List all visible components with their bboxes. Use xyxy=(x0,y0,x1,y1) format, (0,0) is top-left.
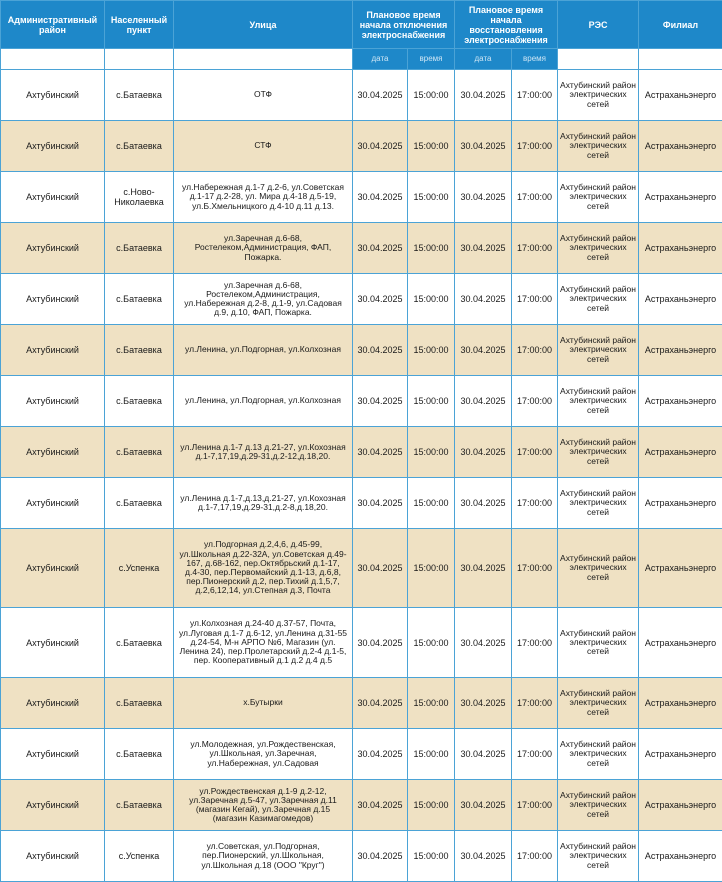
cell-off-date: 30.04.2025 xyxy=(353,478,408,529)
cell-off-time: 15:00:00 xyxy=(408,121,455,172)
table-row xyxy=(1,529,722,608)
cell-branch: Астраханьэнерго xyxy=(639,70,722,121)
cell-res: Ахтубинский район электрических сетей xyxy=(558,172,639,223)
cell-branch: Астраханьэнерго xyxy=(639,121,722,172)
table-row xyxy=(1,172,722,223)
cell-street: ул.Заречная д.6-68, Ростелеком,Администрация, ФАП, Пожарка. xyxy=(174,223,353,274)
cell-on-time: 17:00:00 xyxy=(512,274,558,325)
cell-settlement: с.Батаевка xyxy=(105,478,174,529)
cell-on-time: 17:00:00 xyxy=(512,427,558,478)
cell-district: Ахтубинский xyxy=(1,223,105,274)
cell-on-date: 30.04.2025 xyxy=(455,121,512,172)
cell-branch: Астраханьэнерго xyxy=(639,274,722,325)
table-body xyxy=(1,70,722,882)
cell-off-date: 30.04.2025 xyxy=(353,376,408,427)
cell-settlement: с.Батаевка xyxy=(105,729,174,780)
cell-settlement: с.Батаевка xyxy=(105,274,174,325)
column-header-res: РЭС xyxy=(558,1,639,49)
subheader-on-time: время xyxy=(512,49,558,70)
subheader-off-date: дата xyxy=(353,49,408,70)
cell-off-date: 30.04.2025 xyxy=(353,529,408,608)
cell-off-time: 15:00:00 xyxy=(408,831,455,882)
table-row xyxy=(1,831,722,882)
cell-res: Ахтубинский район электрических сетей xyxy=(558,478,639,529)
cell-street: ул.Ленина д.1-7,д.13,д.21-27, ул.Кохозная д.1-7,17,19,д.29-31,д.2-8,д.18,20. xyxy=(174,478,353,529)
cell-on-time: 17:00:00 xyxy=(512,376,558,427)
cell-on-date: 30.04.2025 xyxy=(455,325,512,376)
cell-on-date: 30.04.2025 xyxy=(455,780,512,831)
cell-settlement: с.Батаевка xyxy=(105,427,174,478)
cell-street: ул.Ленина д.1-7 д.13 д.21-27, ул.Кохозная д.1-7,17,19,д.29-31,д.2-12,д.18,20. xyxy=(174,427,353,478)
table-row xyxy=(1,223,722,274)
table-row xyxy=(1,678,722,729)
cell-district: Ахтубинский xyxy=(1,427,105,478)
cell-off-time: 15:00:00 xyxy=(408,478,455,529)
column-header-branch: Филиал xyxy=(639,1,722,49)
cell-off-date: 30.04.2025 xyxy=(353,121,408,172)
cell-on-time: 17:00:00 xyxy=(512,608,558,678)
cell-district: Ахтубинский xyxy=(1,172,105,223)
table-row xyxy=(1,70,722,121)
cell-district: Ахтубинский xyxy=(1,274,105,325)
cell-res: Ахтубинский район электрических сетей xyxy=(558,70,639,121)
column-header-street: Улица xyxy=(174,1,353,49)
subheader-blank xyxy=(639,49,722,70)
cell-settlement: с.Успенка xyxy=(105,529,174,608)
column-header-settlement: Населенный пункт xyxy=(105,1,174,49)
cell-res: Ахтубинский район электрических сетей xyxy=(558,121,639,172)
cell-off-date: 30.04.2025 xyxy=(353,608,408,678)
cell-on-time: 17:00:00 xyxy=(512,325,558,376)
cell-on-time: 17:00:00 xyxy=(512,70,558,121)
cell-settlement: с.Батаевка xyxy=(105,608,174,678)
table-row xyxy=(1,427,722,478)
cell-branch: Астраханьэнерго xyxy=(639,529,722,608)
cell-on-date: 30.04.2025 xyxy=(455,529,512,608)
cell-branch: Астраханьэнерго xyxy=(639,172,722,223)
cell-off-date: 30.04.2025 xyxy=(353,172,408,223)
table-row xyxy=(1,376,722,427)
cell-settlement: с.Батаевка xyxy=(105,376,174,427)
cell-res: Ахтубинский район электрических сетей xyxy=(558,274,639,325)
cell-on-time: 17:00:00 xyxy=(512,223,558,274)
cell-on-time: 17:00:00 xyxy=(512,478,558,529)
cell-branch: Астраханьэнерго xyxy=(639,478,722,529)
cell-branch: Астраханьэнерго xyxy=(639,608,722,678)
cell-on-time: 17:00:00 xyxy=(512,121,558,172)
cell-on-date: 30.04.2025 xyxy=(455,376,512,427)
cell-off-time: 15:00:00 xyxy=(408,70,455,121)
subheader-off-time: время xyxy=(408,49,455,70)
cell-settlement: с.Батаевка xyxy=(105,780,174,831)
cell-off-time: 15:00:00 xyxy=(408,376,455,427)
cell-res: Ахтубинский район электрических сетей xyxy=(558,608,639,678)
cell-on-time: 17:00:00 xyxy=(512,678,558,729)
table-row xyxy=(1,478,722,529)
table-row xyxy=(1,780,722,831)
cell-branch: Астраханьэнерго xyxy=(639,831,722,882)
cell-street: ул.Колхозная д.24-40 д.37-57, Почта, ул.Луговая д.1-7 д.6-12, ул.Ленина д.31-55 д.24-54, М-н АРПО №6, Магазин (ул. Ленина 24), пер.Пролетарский д.2-4 д.1-5, пер. Кооперативный д.1 д.2 д.4 д.5 xyxy=(174,608,353,678)
cell-on-date: 30.04.2025 xyxy=(455,608,512,678)
cell-res: Ахтубинский район электрических сетей xyxy=(558,325,639,376)
table-row xyxy=(1,608,722,678)
subheader-blank xyxy=(1,49,105,70)
cell-on-time: 17:00:00 xyxy=(512,831,558,882)
cell-off-time: 15:00:00 xyxy=(408,678,455,729)
cell-street: ул.Ленина, ул.Подгорная, ул.Колхозная xyxy=(174,325,353,376)
cell-on-date: 30.04.2025 xyxy=(455,274,512,325)
cell-res: Ахтубинский район электрических сетей xyxy=(558,729,639,780)
cell-on-date: 30.04.2025 xyxy=(455,427,512,478)
cell-street: ул.Рождественская д.1-9 д.2-12, ул.Заречная д.5-47, ул.Заречная д.11 (магазин Кегай), ул.Заречная д.15 (магазин Казимагомедов) xyxy=(174,780,353,831)
cell-res: Ахтубинский район электрических сетей xyxy=(558,223,639,274)
cell-on-date: 30.04.2025 xyxy=(455,831,512,882)
cell-off-date: 30.04.2025 xyxy=(353,223,408,274)
cell-off-date: 30.04.2025 xyxy=(353,274,408,325)
table-row xyxy=(1,325,722,376)
cell-res: Ахтубинский район электрических сетей xyxy=(558,678,639,729)
cell-district: Ахтубинский xyxy=(1,831,105,882)
cell-branch: Астраханьэнерго xyxy=(639,427,722,478)
cell-settlement: с.Батаевка xyxy=(105,121,174,172)
cell-district: Ахтубинский xyxy=(1,729,105,780)
cell-off-time: 15:00:00 xyxy=(408,274,455,325)
cell-off-time: 15:00:00 xyxy=(408,529,455,608)
cell-settlement: с.Батаевка xyxy=(105,325,174,376)
cell-street: ул.Набережная д.1-7 д.2-6, ул.Советская д.1-17 д.2-28, ул. Мира д.4-18 д.5-19, ул.Б.Хмельницкого д.4-10 д.11 д.13. xyxy=(174,172,353,223)
cell-on-date: 30.04.2025 xyxy=(455,223,512,274)
cell-district: Ахтубинский xyxy=(1,608,105,678)
cell-street: СТФ xyxy=(174,121,353,172)
cell-district: Ахтубинский xyxy=(1,376,105,427)
cell-off-date: 30.04.2025 xyxy=(353,678,408,729)
cell-branch: Астраханьэнерго xyxy=(639,780,722,831)
cell-on-date: 30.04.2025 xyxy=(455,678,512,729)
cell-street: ул.Молодежная, ул.Рождественская, ул.Школьная, ул.Заречная, ул.Набережная, ул.Садовая xyxy=(174,729,353,780)
cell-res: Ахтубинский район электрических сетей xyxy=(558,427,639,478)
cell-settlement: с.Батаевка xyxy=(105,678,174,729)
table-header xyxy=(1,1,722,70)
cell-branch: Астраханьэнерго xyxy=(639,325,722,376)
cell-off-date: 30.04.2025 xyxy=(353,427,408,478)
cell-street: х.Бутырки xyxy=(174,678,353,729)
subheader-on-date: дата xyxy=(455,49,512,70)
subheader-blank xyxy=(174,49,353,70)
cell-settlement: с.Успенка xyxy=(105,831,174,882)
cell-district: Ахтубинский xyxy=(1,780,105,831)
cell-street: ул.Заречная д.6-68, Ростелеком,Администрация, ул.Набережная д.2-8, д.1-9, ул.Садовая д.9, д.10, ФАП, Пожарка. xyxy=(174,274,353,325)
cell-branch: Астраханьэнерго xyxy=(639,678,722,729)
cell-off-time: 15:00:00 xyxy=(408,223,455,274)
cell-off-time: 15:00:00 xyxy=(408,729,455,780)
cell-off-date: 30.04.2025 xyxy=(353,780,408,831)
cell-settlement: с.Ново-Николаевка xyxy=(105,172,174,223)
subheader-blank xyxy=(105,49,174,70)
cell-street: ул.Подгорная д.2,4,6, д.45-99, ул.Школьная д.22-32А, ул.Советская д.49-167, д.68-162, пер.Октябрьский д.1-17, д.4-30, пер.Первомайский д.1-13, д.6,8, пер.Пионерский д.2, пер.Тихий д.1,5,7, д.2,6,12,14, ул.Степная д.3, Почта xyxy=(174,529,353,608)
cell-on-time: 17:00:00 xyxy=(512,529,558,608)
table-row xyxy=(1,729,722,780)
cell-street: ул.Советская, ул.Подгорная, пер.Пионерский, ул.Школьная, ул.Школьная д.18 (ООО "Круг") xyxy=(174,831,353,882)
cell-district: Ахтубинский xyxy=(1,678,105,729)
cell-district: Ахтубинский xyxy=(1,478,105,529)
cell-on-date: 30.04.2025 xyxy=(455,478,512,529)
cell-district: Ахтубинский xyxy=(1,325,105,376)
cell-settlement: с.Батаевка xyxy=(105,223,174,274)
cell-district: Ахтубинский xyxy=(1,70,105,121)
column-header-district: Административный район xyxy=(1,1,105,49)
table-row xyxy=(1,121,722,172)
cell-off-time: 15:00:00 xyxy=(408,325,455,376)
subheader-blank xyxy=(558,49,639,70)
cell-off-date: 30.04.2025 xyxy=(353,729,408,780)
cell-street: ул.Ленина, ул.Подгорная, ул.Колхозная xyxy=(174,376,353,427)
cell-res: Ахтубинский район электрических сетей xyxy=(558,831,639,882)
cell-off-time: 15:00:00 xyxy=(408,608,455,678)
column-header-planned-off: Плановое время начала отключения электроснабжения xyxy=(353,1,455,49)
cell-district: Ахтубинский xyxy=(1,121,105,172)
cell-settlement: с.Батаевка xyxy=(105,70,174,121)
cell-res: Ахтубинский район электрических сетей xyxy=(558,529,639,608)
cell-off-time: 15:00:00 xyxy=(408,427,455,478)
cell-on-time: 17:00:00 xyxy=(512,172,558,223)
cell-off-time: 15:00:00 xyxy=(408,780,455,831)
cell-on-time: 17:00:00 xyxy=(512,780,558,831)
cell-off-date: 30.04.2025 xyxy=(353,70,408,121)
cell-on-date: 30.04.2025 xyxy=(455,172,512,223)
cell-off-time: 15:00:00 xyxy=(408,172,455,223)
cell-res: Ахтубинский район электрических сетей xyxy=(558,376,639,427)
column-header-planned-on: Плановое время начала восстановления электроснабжения xyxy=(455,1,558,49)
cell-off-date: 30.04.2025 xyxy=(353,831,408,882)
table-row xyxy=(1,274,722,325)
cell-branch: Астраханьэнерго xyxy=(639,223,722,274)
cell-off-date: 30.04.2025 xyxy=(353,325,408,376)
cell-district: Ахтубинский xyxy=(1,529,105,608)
cell-on-date: 30.04.2025 xyxy=(455,729,512,780)
cell-on-date: 30.04.2025 xyxy=(455,70,512,121)
cell-res: Ахтубинский район электрических сетей xyxy=(558,780,639,831)
cell-street: ОТФ xyxy=(174,70,353,121)
cell-on-time: 17:00:00 xyxy=(512,729,558,780)
cell-branch: Астраханьэнерго xyxy=(639,376,722,427)
cell-branch: Астраханьэнерго xyxy=(639,729,722,780)
